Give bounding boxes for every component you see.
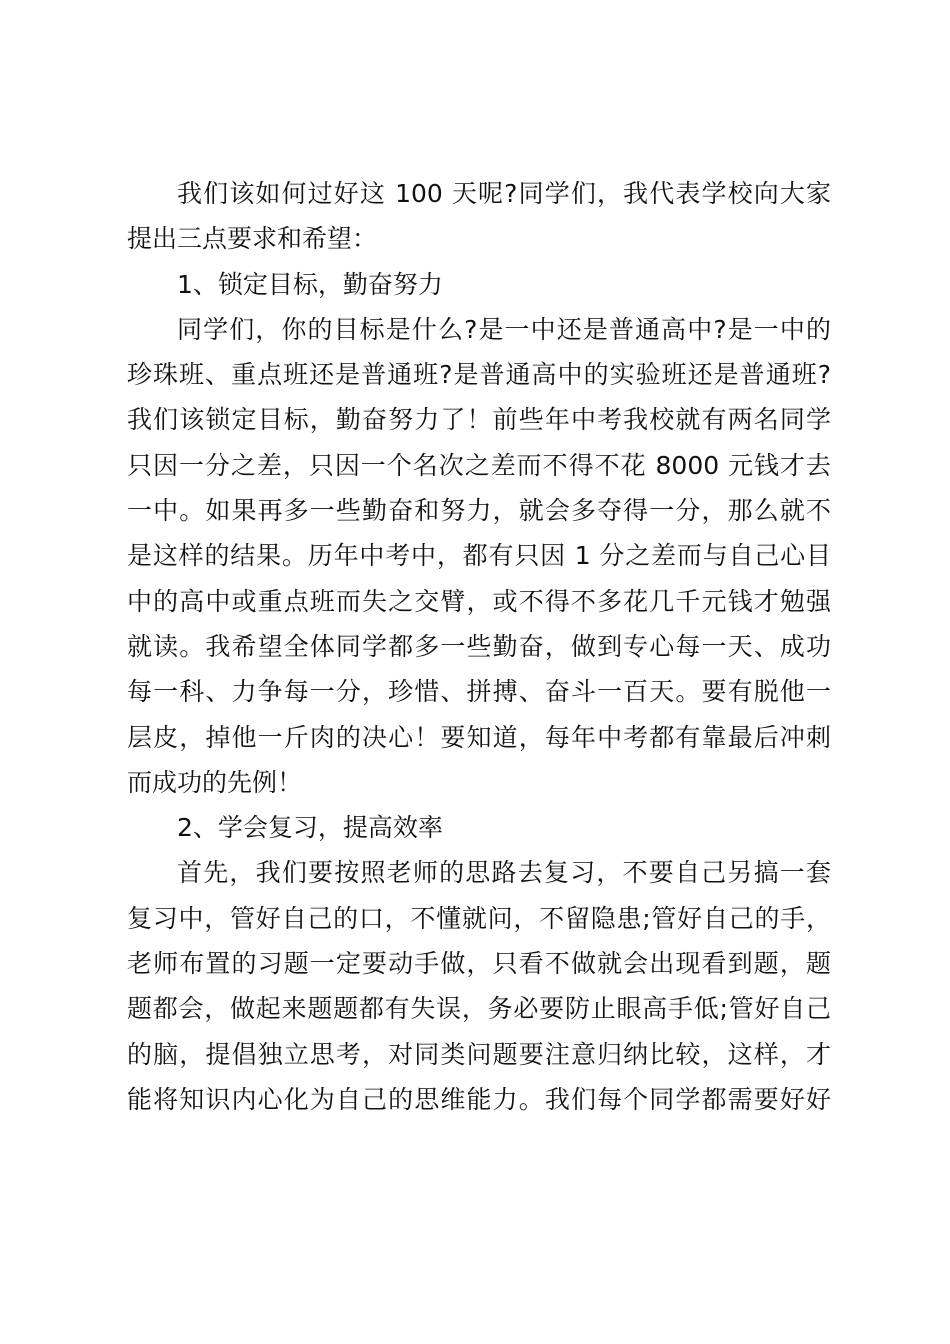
section-heading-1 bbox=[127, 262, 831, 307]
text-line: 中的高中或重点班而失之交臂，或不得不多花几千元钱才勉强 bbox=[127, 586, 831, 616]
text-line: 而成功的先例！ bbox=[127, 767, 303, 797]
text-line: 能将知识内心化为自己的思维能力。我们每个同学都需要好好 bbox=[127, 1084, 831, 1114]
text-line: 老师布置的习题一定要动手做，只看不做就会出现看到题，题 bbox=[127, 949, 831, 979]
text-line: 首先，我们要按照老师的思路去复习，不要自己另搞一套 bbox=[177, 858, 831, 888]
text-line: 是这样的结果。历年中考中，都有只因 1 分之差而与自己心目 bbox=[127, 541, 831, 571]
text-line: 同学们，你的目标是什么?是一中还是普通高中?是一中的 bbox=[177, 314, 831, 344]
paragraph-review bbox=[127, 850, 831, 1122]
text-line: 每一科、力争每一分，珍惜、拼搏、奋斗一百天。要有脱他一 bbox=[127, 677, 831, 707]
section-heading-2 bbox=[127, 805, 831, 850]
text-line: 就读。我希望全体同学都多一些勤奋，做到专心每一天、成功 bbox=[127, 631, 831, 661]
text-line: 我们该锁定目标，勤奋努力了！前些年中考我校就有两名同学 bbox=[127, 405, 831, 435]
text-line: 层皮，掉他一斤肉的决心！要知道，每年中考都有靠最后冲刺 bbox=[127, 722, 831, 752]
paragraph-intro bbox=[127, 171, 831, 262]
document-body bbox=[127, 171, 831, 1122]
text-line: 题都会，做起来题题都有失误，务必要防止眼高手低;管好自己 bbox=[127, 994, 831, 1024]
text-line: 提出三点要求和希望： bbox=[127, 224, 378, 254]
heading-text: 1、锁定目标，勤奋努力 bbox=[177, 269, 443, 299]
text-line: 一中。如果再多一些勤奋和努力，就会多夺得一分，那么就不 bbox=[127, 496, 831, 526]
paragraph-goals bbox=[127, 307, 831, 805]
text-line: 只因一分之差，只因一个名次之差而不得不花 8000 元钱才去 bbox=[127, 450, 831, 480]
text-line: 我们该如何过好这 100 天呢?同学们，我代表学校向大家 bbox=[177, 179, 831, 208]
text-line: 复习中，管好自己的口，不懂就问，不留隐患;管好自己的手， bbox=[127, 903, 831, 933]
heading-text: 2、学会复习，提高效率 bbox=[177, 813, 443, 843]
text-line: 的脑，提倡独立思考，对同类问题要注意归纳比较，这样，才 bbox=[127, 1039, 831, 1069]
text-line: 珍珠班、重点班还是普通班?是普通高中的实验班还是普通班? bbox=[127, 360, 831, 390]
